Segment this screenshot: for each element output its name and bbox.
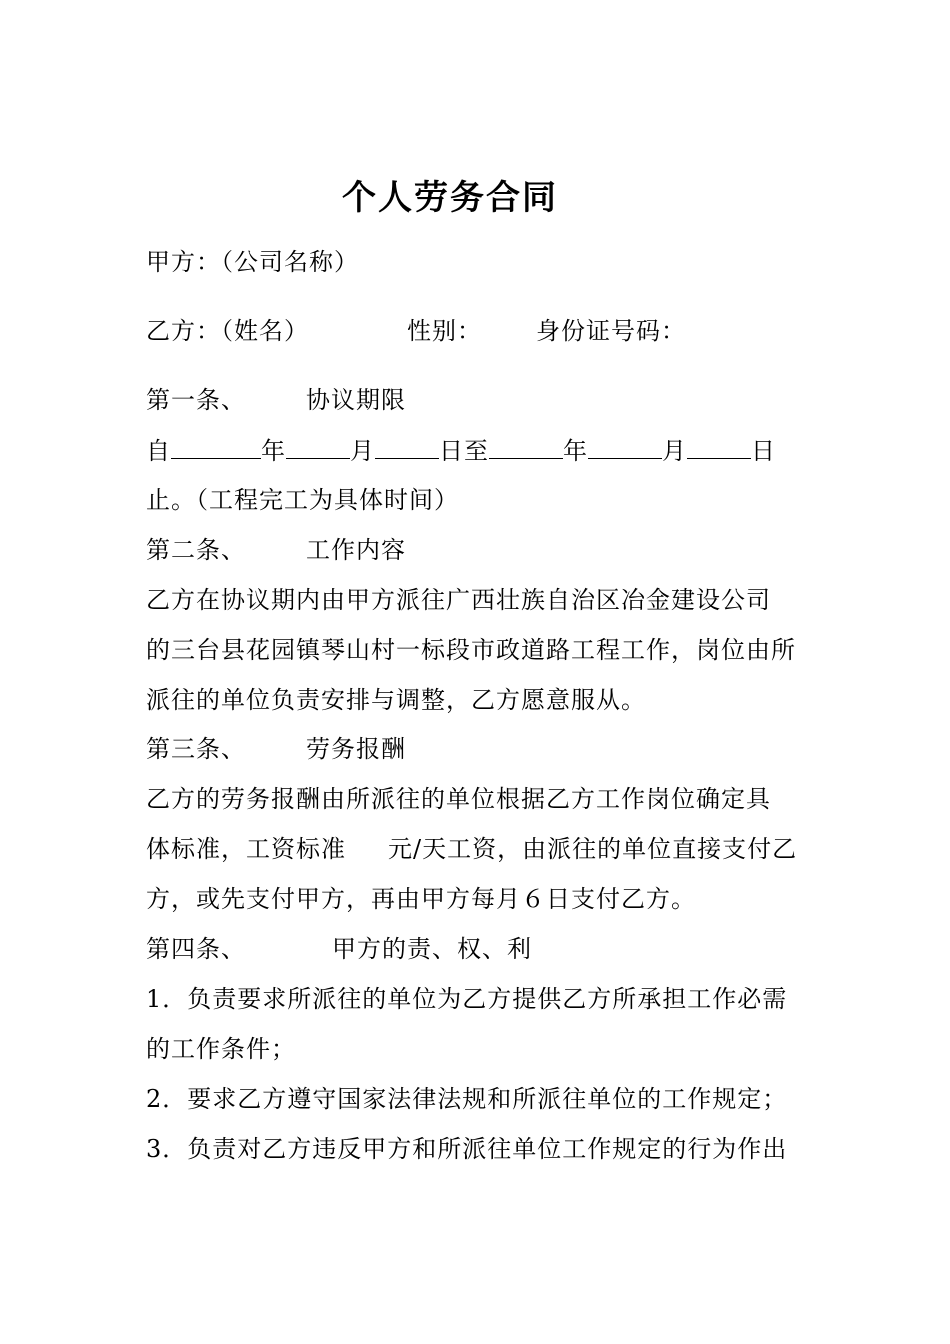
period-from: 自	[146, 437, 171, 465]
article2-title: 工作内容	[306, 536, 406, 564]
article3-wage-line	[146, 833, 797, 865]
start-month-blank	[286, 434, 350, 459]
article2-text-line: 派往的单位负责安排与调整，乙方愿意服从。	[146, 686, 646, 714]
article4-item: 3．负责对乙方违反甲方和所派往单位工作规定的行为作出	[146, 1135, 788, 1163]
article4-title: 甲方的责、权、利	[332, 935, 532, 963]
period-day-to: 日至	[439, 437, 489, 465]
end-year-blank	[489, 434, 563, 459]
period-end-month: 月	[662, 437, 687, 465]
article2-text-line: 的三台县花园镇琴山村一标段市政道路工程工作，岗位由所	[146, 636, 796, 664]
start-day-blank	[375, 434, 439, 459]
period-year: 年	[261, 437, 286, 465]
start-year-blank	[171, 434, 261, 459]
article3-text-line: 方，或先支付甲方，再由甲方每月６日支付乙方。	[146, 885, 696, 913]
article1-period-line	[146, 434, 776, 467]
party-b-name: 乙方：（姓名）	[146, 317, 309, 345]
party-b-id-number: 身份证号码：	[536, 317, 686, 345]
period-end-day: 日	[751, 437, 776, 465]
article3-text-line: 乙方的劳务报酬由所派往的单位根据乙方工作岗位确定具	[146, 785, 771, 813]
article4-heading-line	[146, 933, 532, 965]
article2-text-line: 乙方在协议期内由甲方派往广西壮族自治区冶金建设公司	[146, 586, 771, 614]
article2-heading-line	[146, 534, 406, 566]
article3-heading: 第三条、	[146, 735, 246, 763]
end-day-blank	[687, 434, 751, 459]
wage-unit-text: 元/天工资，由派往的单位直接支付乙	[388, 835, 798, 863]
article4-item: 1．负责要求所派往的单位为乙方提供乙方所承担工作必需	[146, 985, 788, 1013]
article2-heading: 第二条、	[146, 536, 246, 564]
period-end-year: 年	[563, 437, 588, 465]
wage-standard-label: 体标准，工资标准	[146, 835, 346, 863]
party-b-line	[146, 315, 686, 347]
end-month-blank	[588, 434, 662, 459]
article3-heading-line	[146, 733, 406, 765]
party-b-gender: 性别：	[407, 317, 482, 345]
party-a-line: 甲方：（公司名称）	[146, 248, 359, 276]
article4-heading: 第四条、	[146, 935, 246, 963]
article3-title: 劳务报酬	[306, 735, 406, 763]
article4-item: 的工作条件；	[146, 1035, 296, 1063]
article1-heading-line	[146, 384, 406, 416]
article1-title: 协议期限	[306, 386, 406, 414]
article1-heading: 第一条、	[146, 386, 246, 414]
period-month: 月	[350, 437, 375, 465]
article1-note: 止。（工程完工为具体时间）	[146, 486, 459, 514]
article4-item: 2．要求乙方遵守国家法律法规和所派往单位的工作规定；	[146, 1085, 788, 1113]
document-title: 个人劳务合同	[342, 178, 558, 218]
